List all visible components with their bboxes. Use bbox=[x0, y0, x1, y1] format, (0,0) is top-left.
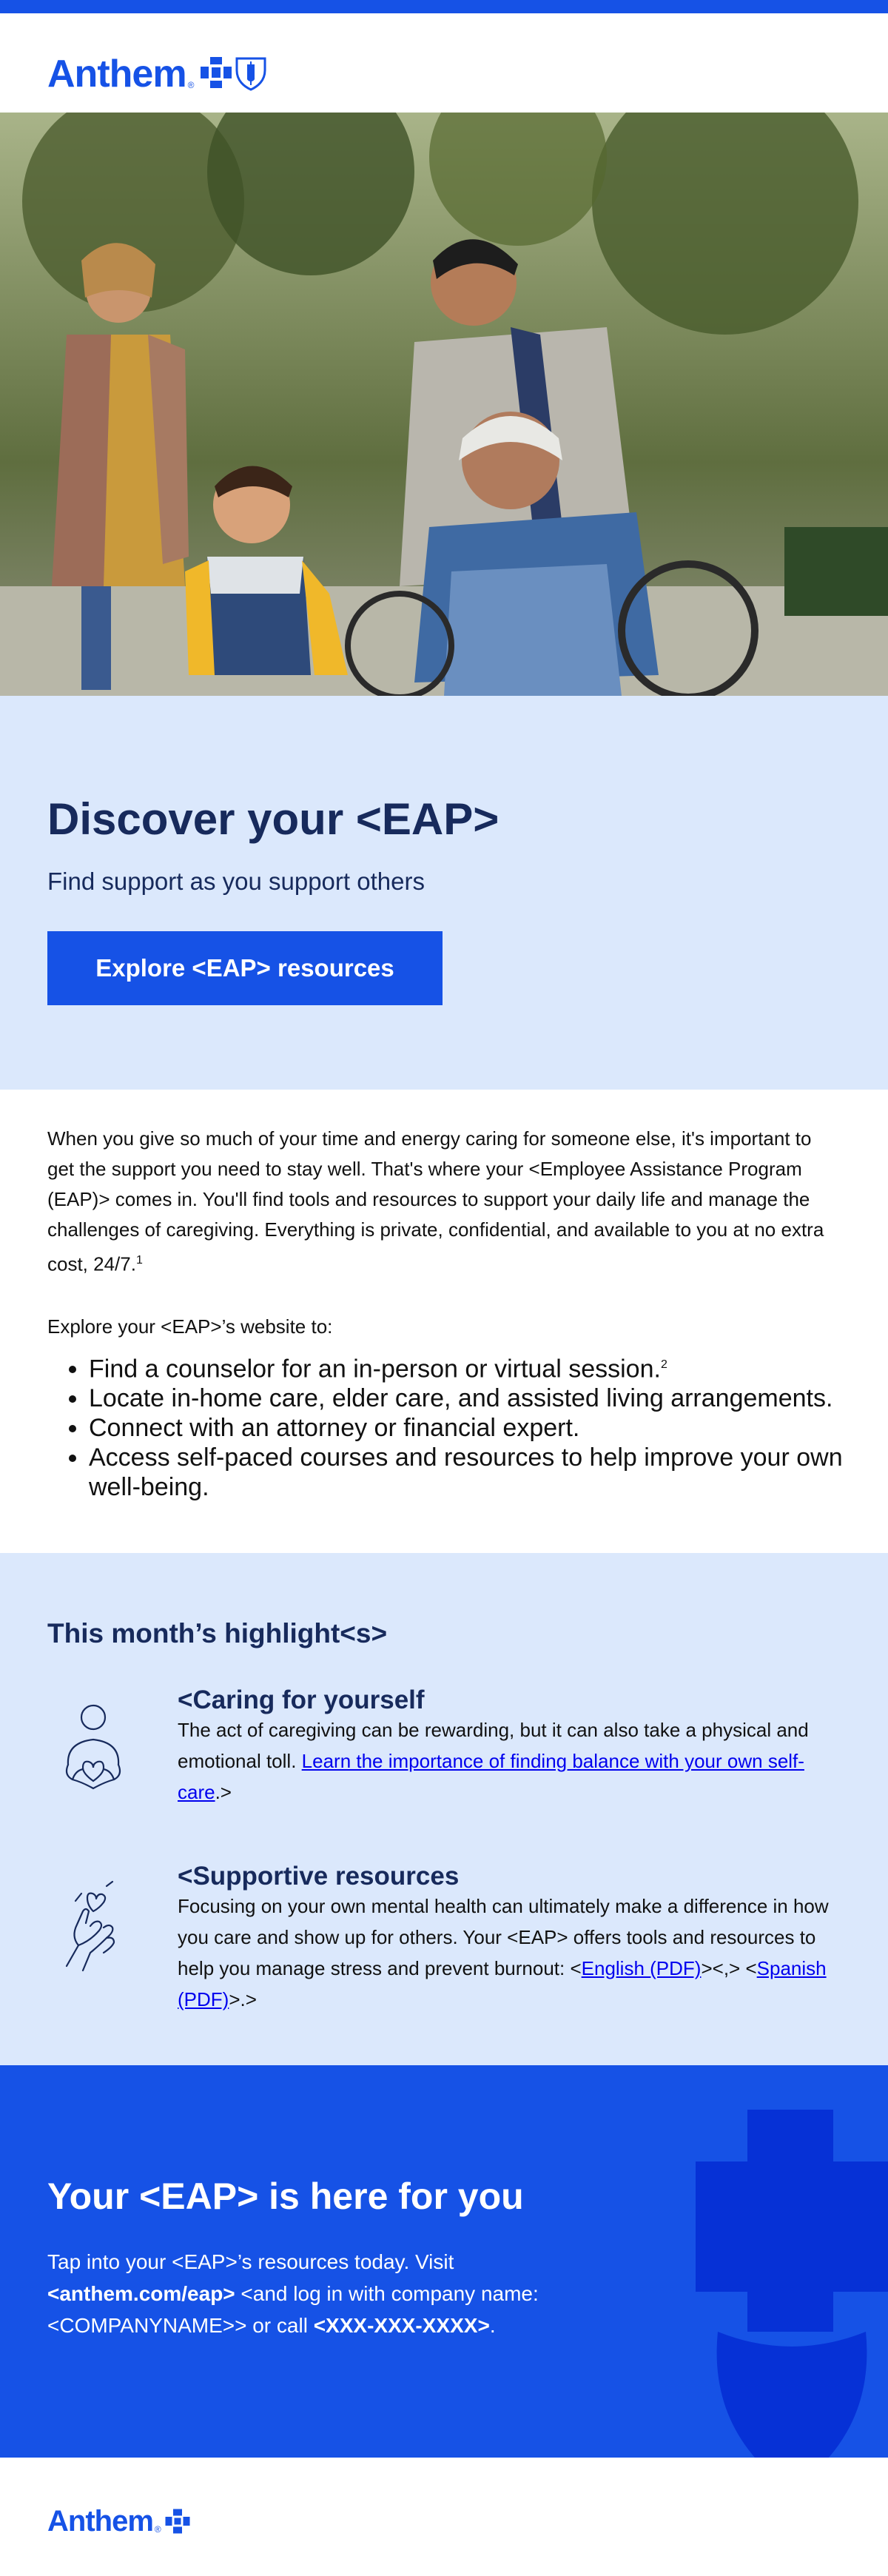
body-text-mid: ><,> < bbox=[701, 1957, 757, 1979]
body-text: The act of caregiving can be rewarding, but it can also take a physical and emotional toll. bbox=[178, 1719, 809, 1772]
footer-logo-wordmark: Anthem bbox=[47, 2505, 153, 2538]
spanish-pdf-link[interactable]: Spanish (PDF) bbox=[178, 1957, 827, 2010]
page-subtitle: Find support as you support others bbox=[47, 868, 425, 895]
phone-number[interactable]: <XXX-XXX-XXXX> bbox=[313, 2314, 490, 2337]
body-text: Focusing on your own mental health can ultimately make a difference in how you care and show up for others. Your <EAP> offers tools and resources to help you manage stress and prevent burnout: < bbox=[178, 1895, 829, 1979]
here-text-2: <and log in with company name: <COMPANYNAME>> or call bbox=[47, 2282, 539, 2337]
explore-resources-button[interactable]: Explore <EAP> resources bbox=[47, 931, 443, 1005]
anthem-logo[interactable] bbox=[47, 55, 269, 93]
benefits-list bbox=[47, 1350, 866, 1502]
hand-heart-icon bbox=[61, 1879, 126, 1975]
intro-text: When you give so much of your time and energy caring for someone else, it's important to get the support you need to stay well. That's where your <Employee Assistance Program (EAP)> comes in. You'll find tools and resources to support your daily life and manage the challenges of caregiving. Everything is private, confidential, and available to you at no extra cost, 24/7. bbox=[47, 1127, 824, 1275]
english-pdf-link[interactable]: English (PDF) bbox=[581, 1957, 702, 1979]
body-text-end: >.> bbox=[229, 1988, 257, 2010]
here-text-1: Tap into your <EAP>’s resources today. Visit bbox=[47, 2250, 454, 2273]
list-item bbox=[89, 1350, 866, 1383]
footer bbox=[0, 2458, 888, 2576]
list-item-text: Access self-paced courses and resources to help improve your own well-being. bbox=[89, 1443, 843, 1502]
eap-url[interactable]: <anthem.com/eap> bbox=[47, 2282, 235, 2305]
footnote-2: 2 bbox=[660, 1358, 667, 1371]
highlight-item-body bbox=[178, 1714, 847, 1808]
list-item-text: Locate in-home care, elder care, and assisted living arrangements. bbox=[89, 1384, 833, 1413]
family-photo bbox=[0, 113, 888, 696]
logo-trademark: ® bbox=[187, 80, 195, 90]
top-accent-bar bbox=[0, 0, 888, 13]
logo-wordmark: Anthem bbox=[47, 53, 186, 95]
highlight-section bbox=[0, 1553, 888, 2065]
highlight-title: This month’s highlight<s> bbox=[47, 1618, 388, 1648]
footnote-1: 1 bbox=[135, 1254, 143, 1267]
footer-logo-trademark: ® bbox=[154, 2524, 161, 2535]
highlight-item-title: <Supportive resources bbox=[178, 1862, 460, 1891]
explore-lead: Explore your <EAP>’s website to: bbox=[47, 1315, 333, 1338]
hero-image bbox=[0, 113, 888, 696]
highlight-item-title: <Caring for yourself bbox=[178, 1686, 425, 1714]
page-title: Discover your <EAP> bbox=[47, 794, 500, 844]
self-care-link[interactable]: Learn the importance of finding balance with your own self-care bbox=[178, 1750, 804, 1803]
eap-here-text bbox=[47, 2246, 610, 2341]
blue-cross-blue-shield-icon bbox=[198, 54, 269, 91]
highlight-text bbox=[178, 1686, 847, 1808]
intro-paragraph bbox=[47, 1124, 839, 1280]
footer-blue-cross-icon bbox=[164, 2508, 191, 2535]
footer-anthem-logo[interactable] bbox=[47, 2506, 191, 2536]
self-care-icon bbox=[61, 1703, 126, 1799]
discover-section bbox=[0, 696, 888, 1090]
eap-here-section bbox=[0, 2065, 888, 2458]
body-text-end: .> bbox=[215, 1781, 232, 1803]
here-text-3: . bbox=[489, 2314, 496, 2337]
list-item-text: Connect with an attorney or financial expert. bbox=[89, 1414, 580, 1443]
intro-section bbox=[0, 1090, 888, 1553]
cross-shield-watermark-icon bbox=[696, 2065, 888, 2458]
highlight-item-body bbox=[178, 1891, 847, 2015]
email-header bbox=[0, 13, 888, 113]
eap-here-title: Your <EAP> is here for you bbox=[47, 2176, 524, 2217]
list-item bbox=[89, 1413, 866, 1443]
list-item bbox=[89, 1383, 866, 1413]
highlight-text bbox=[178, 1862, 847, 2015]
list-item-text: Find a counselor for an in-person or virtual session. bbox=[89, 1355, 661, 1383]
list-item bbox=[89, 1443, 866, 1502]
